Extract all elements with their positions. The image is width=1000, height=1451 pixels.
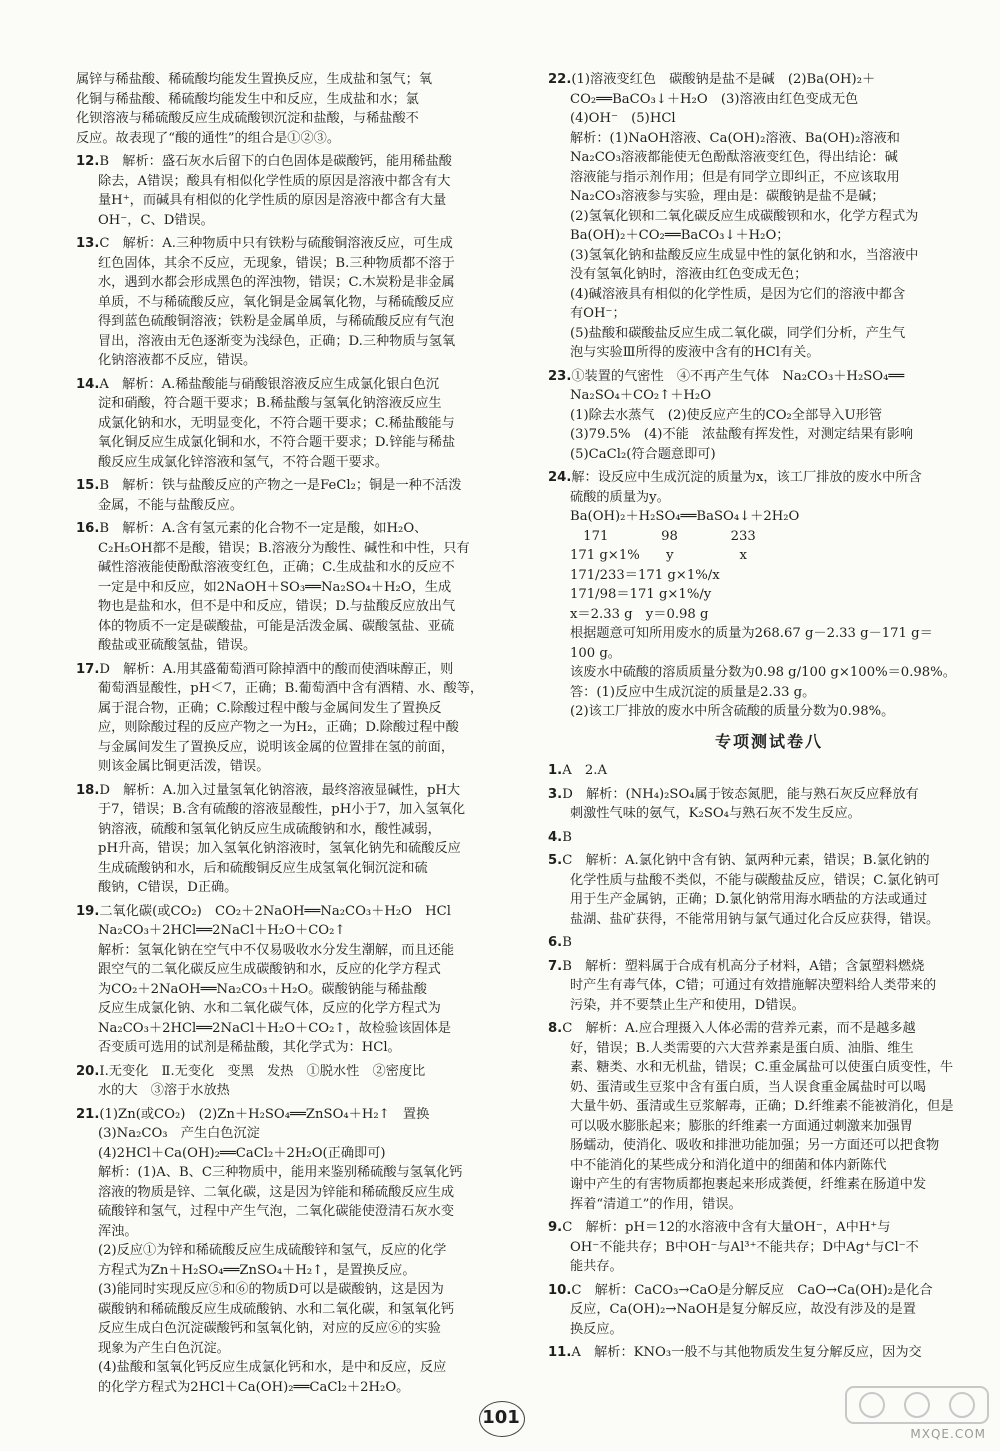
- answer-line: [548, 957, 990, 977]
- answer-line: 化学性质与盐酸不类似，不能与碳酸盐反应，错误；C.氯化钠可: [570, 872, 940, 888]
- answer-line: 挥着“清道工”的作用，错误。: [570, 1196, 742, 1212]
- answer-line: 生成硫酸钠和水，后和硫酸铜反应生成氢氧化铜沉淀和硫: [98, 860, 428, 876]
- answer-line: 解析：(1)A、B、C三种物质中，能用来鉴别稀硫酸与氢氧化钙: [98, 1165, 463, 1180]
- answer-line: 有OH⁻；: [570, 306, 626, 321]
- answer-item: [76, 902, 519, 1058]
- answer-line: (5)CaCl₂(符合题意即可): [570, 446, 716, 462]
- answer-text: A 解析：KNO₃一般不与其他物质发生复分解反应，因为交: [571, 1345, 922, 1360]
- answer-line: 为CO₂＋2NaOH══Na₂CO₃＋H₂O。碳酸钠能与稀盐酸: [98, 981, 427, 997]
- answer-line: [548, 933, 990, 953]
- answer-line: 氧化铜反应生成氯化铜和水，不符合题干要求；D.锌能与稀盐: [98, 435, 456, 450]
- answer-line: 硫酸的质量为y。: [570, 489, 670, 505]
- question-number: 8.: [548, 1021, 563, 1036]
- answer-line: 单质，不与稀硫酸反应，氧化铜是金属氧化物，与稀硫酸反应: [98, 294, 455, 310]
- answer-text: B: [562, 829, 572, 845]
- answer-line: [76, 375, 519, 395]
- answer-text: Ⅰ.无变化 Ⅱ.无变化 变黑 发热 ①脱水性 ②密度比: [99, 1063, 426, 1079]
- answer-item: [548, 828, 990, 848]
- answer-item: [548, 761, 990, 781]
- answer-text: B 解析：塑料属于合成有机高分子材料，A错；含氯塑料燃烧: [562, 958, 925, 974]
- answer-item: [76, 1062, 519, 1101]
- answer-item: [548, 1281, 990, 1340]
- answer-line: 碳酸钠和稀硫酸反应生成硫酸钠、水和二氧化碳，和氢氧化钙: [98, 1301, 455, 1317]
- answer-line: 量H⁺，而碱具有相似的化学性质的原因是溶液中都含有大量: [98, 193, 447, 208]
- right-column: [548, 70, 990, 1367]
- answer-item: [548, 367, 990, 465]
- answer-line: 冒出，溶液由无色逐渐变为浅绿色，正确；D.三种物质与氢氧: [98, 333, 456, 349]
- answer-line: 除去，A错误；酸具有相似化学性质的原因是溶液中都含有大: [98, 173, 451, 189]
- answer-line: 反应。故表现了“酸的通性”的组合是①②③。: [76, 130, 341, 146]
- answer-line: [76, 902, 519, 922]
- answer-line: (2)氢氧化钡和二氧化碳反应生成碳酸钡和水，化学方程式为: [570, 208, 919, 224]
- answer-item: [76, 1105, 519, 1398]
- answer-text: C 解析：A.三种物质中只有铁粉与硫酸铜溶液反应，可生成: [99, 236, 453, 251]
- answer-line: 刺激性气味的氨气，K₂SO₄与熟石灰不发生反应。: [570, 806, 861, 821]
- question-number: 21.: [76, 1106, 100, 1122]
- answer-line: [548, 785, 990, 805]
- answer-line: 大量牛奶、蛋清或生豆浆解毒，正确；D.纤维素不能被消化，但是: [570, 1099, 954, 1114]
- question-number: 15.: [76, 478, 100, 493]
- answer-line: (2)反应①为锌和稀硫酸反应生成硫酸锌和氢气，反应的化学: [98, 1243, 447, 1258]
- answer-text: B 解析：A.含有氢元素的化合物不一定是酸，如H₂O、: [99, 521, 428, 536]
- answer-line: 根据题意可知所用废水的质量为268.67 g－2.33 g－171 g＝: [570, 626, 933, 641]
- answer-line: (3)79.5% (4)不能 浓盐酸有挥发性，对测定结果有影响: [570, 427, 914, 442]
- answer-line: 中不能消化的某些成分和消化道中的细菌和体内新陈代: [570, 1157, 887, 1173]
- question-number: 12.: [76, 154, 100, 169]
- answer-line: 用于生产金属钠，正确；D.氯化钠常用海水晒盐的方法或通过: [570, 892, 928, 907]
- answer-line: 酸反应生成氯化锌溶液和氢气，不符合题干要求。: [98, 454, 389, 470]
- answer-line: OH⁻，C、D错误。: [98, 212, 214, 228]
- answer-text: D 解析：A.用其盛葡萄酒可除掉酒中的酸而使酒味醇正，则: [99, 661, 454, 677]
- answer-line: 硫酸锌和氢气，过程中产生气泡，二氧化碳能使澄清石灰水变: [98, 1204, 455, 1219]
- answer-line: 好，错误；B.人类需要的六大营养素是蛋白质、油脂、维生: [570, 1040, 914, 1056]
- answer-line: 水，遇到水都会形成黑色的浑浊物，错误；C.木炭粉是非金属: [98, 275, 455, 290]
- answer-line: [548, 1343, 990, 1363]
- answer-line: 化钡溶液与稀硫酸反应生成硫酸钡沉淀和盐酸，与稀盐酸不: [76, 111, 419, 126]
- answer-line: [76, 660, 519, 680]
- answer-line: Na₂SO₄＋CO₂↑＋H₂O: [570, 388, 712, 403]
- answer-text: A 解析：A.稀盐酸能与硝酸银溶液反应生成氯化银白色沉: [99, 376, 440, 392]
- answer-line: 可以吸水膨胀起来；膨胀的纤维素一方面通过刺激来加强胃: [570, 1118, 913, 1134]
- answer-line: (4)2HCl＋Ca(OH)₂══CaCl₂＋2H₂O(正确即可): [98, 1145, 386, 1161]
- answer-line: C₂H₅OH都不是酸，错误；B.溶液分为酸性、碱性和中性，只有: [98, 540, 470, 556]
- answer-line: 方程式为Zn＋H₂SO₄══ZnSO₄＋H₂↑，是置换反应。: [98, 1262, 416, 1278]
- answer-line: Na₂CO₃＋2HCl══2NaCl＋H₂O＋CO₂↑，故检验该固体是: [98, 1020, 451, 1036]
- answer-line: 一定是中和反应，如2NaOH＋SO₃══Na₂SO₄＋H₂O，生成: [98, 579, 452, 595]
- question-number: 1.: [548, 763, 563, 778]
- answer-line: 于7，错误；B.含有硫酸的溶液显酸性，pH小于7，加入氢氧化: [98, 802, 466, 817]
- answer-line: (4)盐酸和氢氧化钙反应生成氯化钙和水，是中和反应，反应: [98, 1360, 447, 1375]
- answer-line: x＝2.33 g y＝0.98 g: [570, 606, 709, 622]
- question-number: 11.: [548, 1345, 572, 1360]
- answer-line: Na₂CO₃＋2HCl══2NaCl＋H₂O＋CO₂↑: [98, 923, 346, 938]
- answer-line: 泡与实验Ⅲ所得的废液中含有的HCl有关。: [570, 345, 820, 360]
- answer-text: C 解析：A.氯化钠中含有钠、氯两种元素，错误；B.氯化钠的: [562, 853, 930, 868]
- answer-line: 得到蓝色硫酸铜溶液；铁粉是金属单质，与稀硫酸反应有气泡: [98, 314, 455, 329]
- answer-item: [548, 70, 990, 363]
- answer-line: [76, 1105, 519, 1125]
- answer-line: (3)氢氧化钠和盐酸反应生成显中性的氯化钠和水，当溶液中: [570, 247, 919, 263]
- answer-line: [548, 1019, 990, 1039]
- answer-text: C 解析：pH＝12的水溶液中含有大量OH⁻，A中H⁺与: [562, 1220, 891, 1235]
- answer-line: 跟空气的二氧化碳反应生成碳酸钠和水，反应的化学方程式: [98, 962, 441, 977]
- answer-line: 盐湖、盐矿获得，不能常用钠与氯气通过化合反应获得，错误。: [570, 911, 940, 927]
- answer-line: OH⁻不能共存；B中OH⁻与Al³⁺不能共存；D中Ag⁺与Cl⁻不: [570, 1239, 919, 1255]
- answer-line: (2)该工厂排放的废水中所含硫酸的质量分数为0.98%。: [570, 704, 895, 719]
- answer-line: 化钠溶液都不反应，错误。: [98, 353, 257, 368]
- answer-line: 现象为产生白色沉淀。: [98, 1340, 230, 1356]
- answer-line: (4)OH⁻ (5)HCl: [570, 111, 676, 126]
- answer-line: 金属，不能与盐酸反应。: [98, 497, 244, 513]
- answer-item: [76, 476, 519, 515]
- answer-line: 与金属间发生了置换反应，说明该金属的位置排在氢的前面，: [98, 739, 455, 755]
- answer-line: 属锌与稀盐酸、稀硫酸均能发生置换反应，生成盐和氢气；氧: [76, 72, 433, 87]
- answer-text: B 解析：盛石灰水后留下的白色固体是碳酸钙，能用稀盐酸: [99, 154, 452, 169]
- answer-line: (5)盐酸和碳酸盐反应生成二氧化碳，同学们分析，产生气: [570, 325, 906, 341]
- answer-line: 反应生成白色沉淀碳酸钙和氢氧化钠，对应的反应⑥的实验: [98, 1321, 441, 1336]
- answer-text: D 解析：(NH₄)₂SO₄属于铵态氮肥，能与熟石灰反应释放有: [562, 786, 919, 802]
- answer-line: Na₂CO₃溶液参与实验，理由是：碳酸钠是盐不是碱；: [570, 189, 885, 204]
- answer-line: 化铜与稀盐酸、稀硫酸均能发生中和反应，生成盐和水；氯: [76, 91, 419, 107]
- answer-line: 奶、蛋清或生豆浆中含有蛋白质，当人误食重金属盐时可以喝: [570, 1079, 927, 1095]
- answer-line: (3)能同时实现反应⑤和⑥的物质D可以是碳酸钠，这是因为: [98, 1282, 444, 1297]
- answer-line: Ba(OH)₂＋CO₂══BaCO₃↓＋H₂O；: [570, 228, 790, 243]
- answer-line: 淀和硝酸，符合题干要求；B.稀盐酸与氢氧化钠溶液反应生: [98, 396, 442, 411]
- question-number: 9.: [548, 1220, 563, 1235]
- answer-line: 水的大 ③溶于水放热: [98, 1083, 230, 1098]
- answer-item: [76, 519, 519, 656]
- answer-line: [548, 367, 990, 387]
- answer-line: 100 g。: [570, 645, 621, 661]
- answer-item: [548, 1019, 990, 1214]
- answer-text: B 解析：铁与盐酸反应的产物之一是FeCl₂；铜是一种不活泼: [99, 478, 462, 493]
- answer-line: [548, 851, 990, 871]
- answer-line: 反应，Ca(OH)₂→NaOH是复分解反应，故没有涉及的是置: [570, 1302, 916, 1317]
- answer-line: [548, 1218, 990, 1238]
- answer-item: [548, 851, 990, 929]
- answer-line: [548, 761, 990, 781]
- answer-line: [76, 476, 519, 496]
- page-number-badge: [471, 1399, 531, 1439]
- question-number: 5.: [548, 853, 563, 868]
- watermark-text: MXQE.COM: [910, 1427, 986, 1441]
- question-number: 22.: [548, 72, 572, 87]
- question-number: 23.: [548, 368, 572, 384]
- answer-line: 碱性溶液能使酚酞溶液变红色，正确；C.生成盐和水的反应不: [98, 560, 455, 575]
- answer-line: 素、糖类、水和无机盐，错误；C.重金属盐可以使蛋白质变性，牛: [570, 1060, 954, 1075]
- answer-text: (1)Zn(或CO₂) (2)Zn＋H₂SO₄══ZnSO₄＋H₂↑ 置换: [99, 1106, 430, 1122]
- answer-line: 171/233＝171 g×1%/x: [570, 567, 720, 583]
- answer-line: 解析：(1)NaOH溶液、Ca(OH)₂溶液、Ba(OH)₂溶液和: [570, 130, 900, 146]
- question-number: 16.: [76, 521, 100, 536]
- answer-line: pH升高，错误；加入氢氧化钠溶液时，氢氧化钠先和硫酸反应: [98, 841, 461, 856]
- answer-text: ①装置的气密性 ④不再产生气体 Na₂CO₃＋H₂SO₄══: [571, 368, 905, 384]
- answer-line: [76, 1062, 519, 1082]
- answer-line: 换反应。: [570, 1321, 623, 1337]
- answer-line: Na₂CO₃溶液都能使无色酚酞溶液变红色，得出结论：碱: [570, 150, 898, 165]
- question-number: 18.: [76, 782, 100, 798]
- answer-line: [76, 519, 519, 539]
- answer-line: 171/98＝171 g×1%/y: [570, 587, 712, 602]
- question-number: 7.: [548, 958, 563, 974]
- answer-line: (3)Na₂CO₃ 产生白色沉淀: [98, 1126, 260, 1141]
- answer-line: [548, 828, 990, 848]
- answer-line: [76, 234, 519, 254]
- answer-line: 的化学方程式为2HCl＋Ca(OH)₂══CaCl₂＋2H₂O。: [98, 1379, 410, 1395]
- answer-line: 则该金属比铜更活泼，错误。: [98, 759, 270, 774]
- answer-line: 应，则除酸过程的反应产物之一为H₂，正确；D.除酸过程中酸: [98, 720, 459, 735]
- question-number: 3.: [548, 786, 563, 802]
- answer-text: C 解析：A.应合理摄入人体必需的营养元素，而不是越多越: [562, 1021, 916, 1036]
- answer-line: 没有氢氧化钠时，溶液由红色变成无色；: [570, 267, 808, 282]
- answer-line: 酸钠，C错误，D正确。: [98, 880, 238, 895]
- answer-text: A 2.A: [562, 763, 608, 778]
- answer-line: 污染，并不要禁止生产和使用，D错误。: [570, 997, 805, 1013]
- answer-item: [76, 152, 519, 230]
- answer-line: 葡萄酒显酸性，pH＜7，正确；B.葡萄酒中含有酒精、水、酸等，: [98, 681, 484, 696]
- answer-item: [76, 660, 519, 777]
- answer-item: [548, 957, 990, 1016]
- answer-item: [76, 70, 519, 148]
- answer-item: [548, 468, 990, 722]
- answer-line: 解析：氢氧化钠在空气中不仅易吸收水分发生潮解，而且还能: [98, 942, 455, 958]
- question-number: 20.: [76, 1063, 100, 1079]
- answer-line: 171 g×1% y x: [570, 548, 747, 563]
- answer-line: Ba(OH)₂＋H₂SO₄══BaSO₄↓＋2H₂O: [570, 509, 800, 524]
- answer-line: [76, 152, 519, 172]
- answer-line: 时产生有毒气体，C错；可通过有效措施解决塑料给人类带来的: [570, 978, 937, 993]
- answer-line: 成氯化钠和水，无明显变化，不符合题干要求；C.稀盐酸能与: [98, 415, 455, 431]
- answer-line: [548, 70, 990, 90]
- answer-text: D 解析：A.加入过量氢氧化钠溶液，最终溶液显碱性，pH大: [99, 782, 461, 798]
- answer-text: 二氧化碳(或CO₂) CO₂＋2NaOH══Na₂CO₃＋H₂O HCl: [99, 903, 451, 919]
- answer-item: [548, 1343, 990, 1363]
- answer-line: (4)碱溶液具有相似的化学性质，是因为它们的溶液中都含: [570, 286, 906, 302]
- answer-line: 肠蠕动，使消化、吸收和排泄功能加强；另一方面还可以把食物: [570, 1138, 940, 1153]
- answer-item: [76, 375, 519, 473]
- answer-line: 属于混合物，正确；C.除酸过程中酸与金属间发生了置换反: [98, 700, 442, 716]
- answer-line: 171 98 233: [570, 528, 756, 544]
- answer-line: 溶液能与指示剂作用；但是有同学立即纠正，不应该取用: [570, 169, 900, 185]
- question-number: 4.: [548, 829, 563, 845]
- answer-line: 浑浊。: [98, 1223, 138, 1239]
- question-number: 6.: [548, 935, 563, 950]
- answer-line: 答：(1)反应中生成沉淀的质量是2.33 g。: [570, 684, 816, 700]
- answer-item: [548, 933, 990, 953]
- section-heading: 专项测试卷八: [714, 731, 823, 751]
- answer-text: (1)溶液变红色 碳酸钠是盐不是碱 (2)Ba(OH)₂＋: [571, 72, 876, 87]
- question-number: 13.: [76, 236, 100, 251]
- answer-line: 该废水中硫酸的溶质质量分数为0.98 g/100 g×100%＝0.98%。: [570, 665, 956, 680]
- question-number: 14.: [76, 376, 100, 392]
- question-number: 10.: [548, 1282, 572, 1298]
- question-number: 19.: [76, 903, 100, 919]
- answer-line: 溶液的物质是锌、二氧化碳，这是因为锌能和稀硫酸反应生成: [98, 1184, 455, 1200]
- answer-item: [76, 781, 519, 898]
- answer-line: (1)除去水蒸气 (2)使反应产生的CO₂全部导入U形管: [570, 407, 883, 423]
- answer-text: B: [562, 935, 572, 950]
- question-number: 24.: [548, 470, 572, 485]
- answer-line: 体的物质不一定是碳酸盐，可能是活泼金属、碳酸氢盐、亚硫: [98, 618, 455, 634]
- answer-text: 解：设反应中生成沉淀的质量为x，该工厂排放的废水中所含: [571, 470, 922, 485]
- answer-item: [76, 234, 519, 371]
- answer-line: [76, 781, 519, 801]
- answer-line: 钠溶液，硫酸和氢氧化钠反应生成硫酸钠和水，酸性减弱，: [98, 821, 441, 837]
- answer-line: 否变质可选用的试剂是稀盐酸，其化学式为：HCl。: [98, 1040, 401, 1055]
- page-number: 101: [482, 1407, 520, 1428]
- answer-line: 红色固体，其余不反应，无现象，错误；B.三种物质都不溶于: [98, 255, 455, 271]
- question-number: 17.: [76, 661, 100, 677]
- answer-line: 酸盐或亚硫酸氢盐，错误。: [98, 638, 257, 653]
- answer-line: 物也是盐和水，但不是中和反应，错误；D.与盐酸反应放出气: [98, 599, 456, 614]
- left-column: [76, 70, 519, 1401]
- answer-line: 谢中产生的有害物质都抱裹起来形成粪便，纤维素在肠道中发: [570, 1177, 927, 1192]
- answer-text: C 解析：CaCO₃→CaO是分解反应 CaO→Ca(OH)₂是化合: [571, 1282, 933, 1298]
- answer-item: [548, 1218, 990, 1277]
- answer-line: 能共存。: [570, 1259, 623, 1274]
- answer-line: [548, 1281, 990, 1301]
- answer-item: [548, 785, 990, 824]
- answer-line: 反应生成氯化钠、水和二氧化碳气体，反应的化学方程式为: [98, 1001, 441, 1016]
- answer-line: [548, 468, 990, 488]
- answer-line: CO₂══BaCO₃↓＋H₂O (3)溶液由红色变成无色: [570, 91, 859, 107]
